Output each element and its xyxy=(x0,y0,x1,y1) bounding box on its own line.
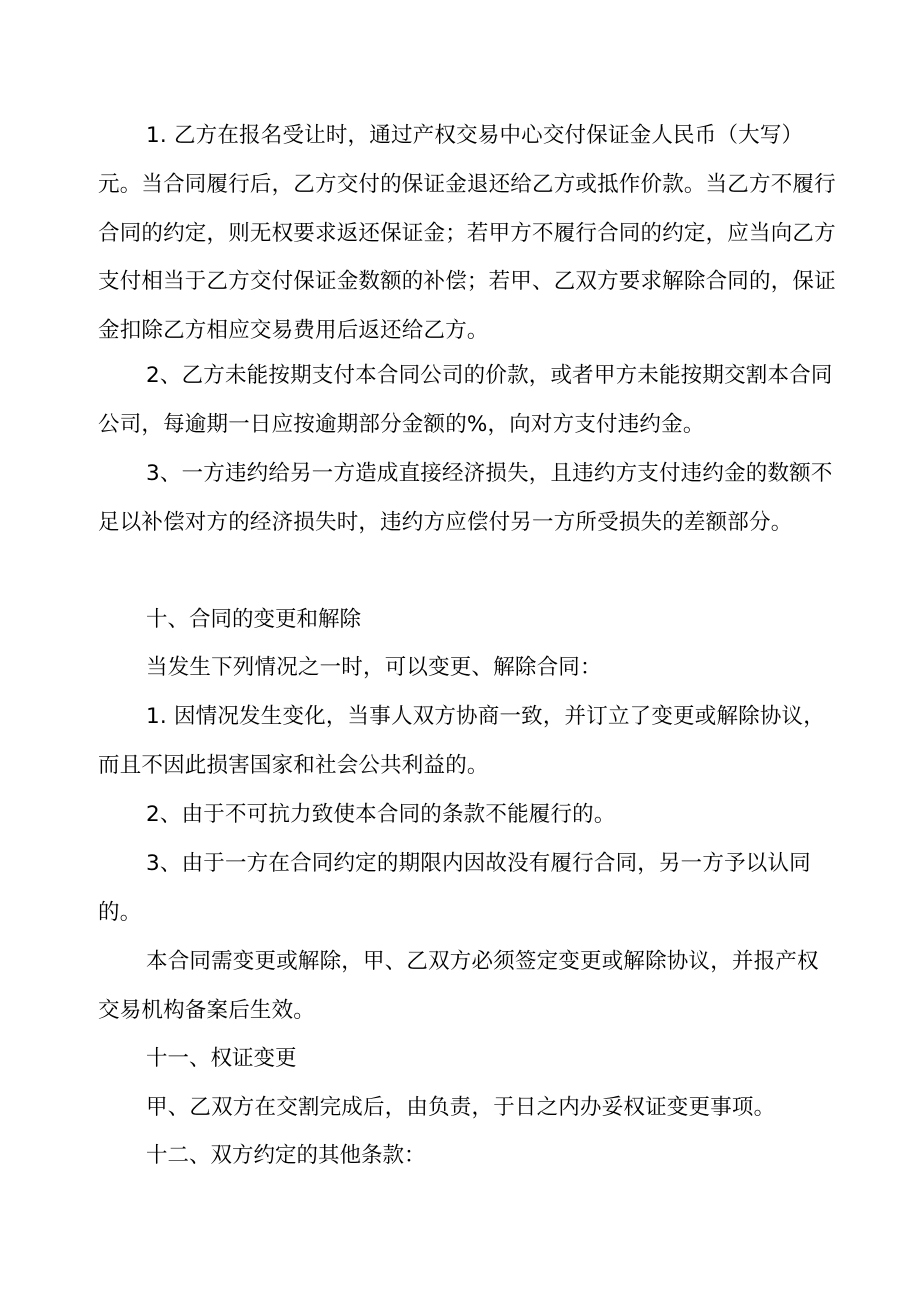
paragraph-condition-2: 2、由于不可抗力致使本合同的条款不能履行的。 xyxy=(146,802,616,827)
paragraph-deposit-clause: 1. 乙方在报名受让时，通过产权交易中心交付保证金人民币（大写）元。当合同履行后，乙方交付的保证金退还给乙方或抵作价款。当乙方不履行合同的约定，则无权要求返还保证金；若甲方不履行合同的约定，应当向乙方支付相当于乙方交付保证金数额的补偿；若甲、乙双方要求解除合同的，保证金扣除乙方相应交易费用后返还给乙方。 xyxy=(98,123,836,344)
paragraph-damages-clause: 3、一方违约给另一方造成直接经济损失，且违约方支付违约金的数额不足以补偿对方的经济损失时，违约方应偿付另一方所受损失的差额部分。 xyxy=(98,461,833,535)
section-heading-title-change: 十一、权证变更 xyxy=(146,1046,297,1071)
paragraph-change-agreement: 本合同需变更或解除，甲、乙双方必须签定变更或解除协议，并报产权交易机构备案后生效。 xyxy=(98,949,819,1023)
paragraph-condition-1: 1. 因情况发生变化，当事人双方协商一致，并订立了变更或解除协议，而且不因此损害国家和社会公共利益的。 xyxy=(98,704,825,778)
paragraph-title-change: 甲、乙双方在交割完成后，由负责，于日之内办妥权证变更事项。 xyxy=(146,1095,776,1120)
paragraph-condition-3: 3、由于一方在合同约定的期限内因故没有履行合同，另一方予以认同的。 xyxy=(98,851,811,925)
section-heading-change-termination: 十、合同的变更和解除 xyxy=(146,607,362,632)
paragraph-change-conditions-intro: 当发生下列情况之一时，可以变更、解除合同： xyxy=(146,655,602,680)
paragraph-late-payment-clause: 2、乙方未能按期支付本合同公司的价款，或者甲方未能按期交割本合同公司，每逾期一日应按逾期部分金额的%，向对方支付违约金。 xyxy=(98,363,833,437)
section-heading-other-terms: 十二、双方约定的其他条款： xyxy=(146,1143,426,1168)
